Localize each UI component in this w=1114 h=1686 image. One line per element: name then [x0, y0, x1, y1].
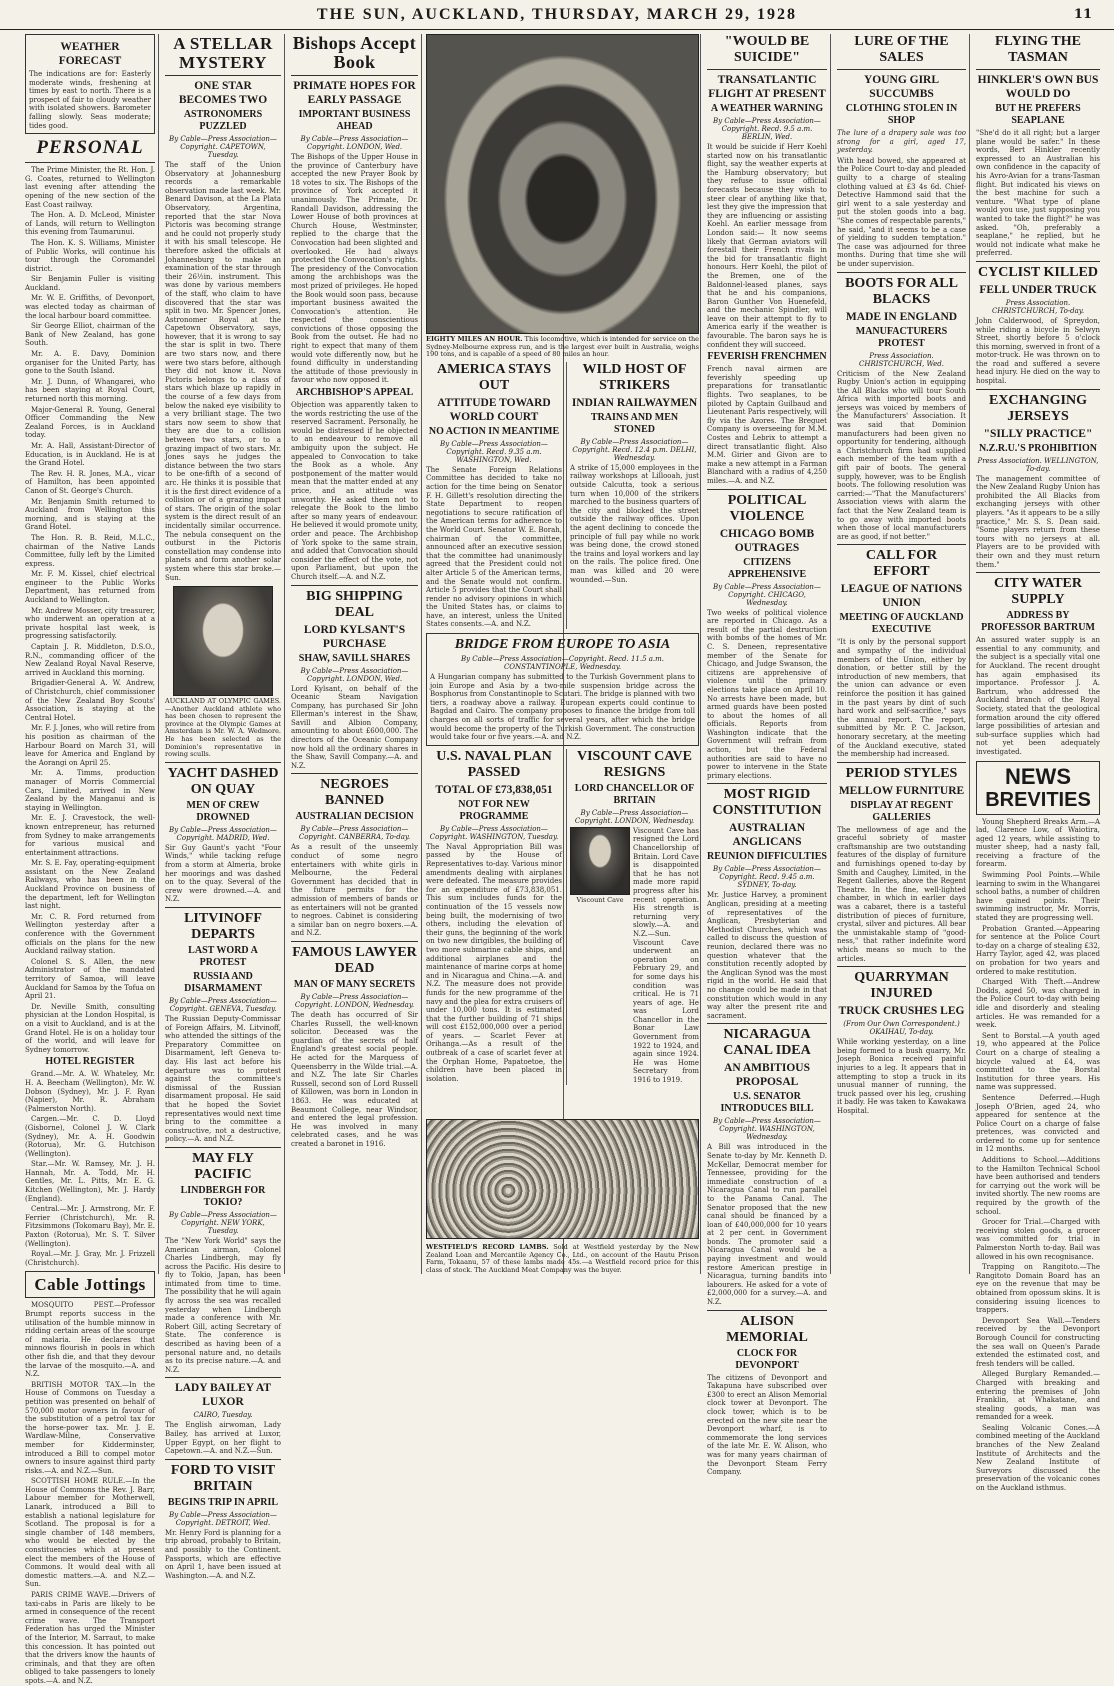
jerseys-subhead: "SILLY PRACTICE"	[983, 427, 1093, 440]
viscount-row	[570, 827, 699, 1085]
personal-item: The Hon. A. D. McLeod, Minister of Lands, will return to Wellington this evening from Taumarunui.	[25, 211, 155, 237]
lure-lead: The lure of a drapery sale was too strong for a girl, aged 17, yesterday.	[837, 129, 966, 155]
yacht-headline: YACHT DASHED ON QUAY	[167, 765, 279, 797]
boots-subhead-2: MANUFACTURERS PROTEST	[855, 325, 948, 349]
center-upper-row	[426, 362, 699, 629]
suicide-byline: By Cable—Press Association—Copyright. Recd. 9.5 a.m. BERLIN, Wed.	[713, 117, 821, 141]
hotel-item: Central.—Mr. J. Armstrong, Mr. F. Ferrier (Christchurch), Mr. R. Fitzsimmons (Tokomaru Bay), Mr. E. Paxton (Rotorua), Mr. S. T. Silver (Wellington).	[25, 1205, 155, 1248]
cable-jottings-box	[25, 1271, 155, 1298]
column-rule	[969, 34, 970, 1274]
effort-subhead: LEAGUE OF NATIONS UNION	[840, 583, 963, 610]
column-rule	[284, 34, 285, 1274]
personal-item: Mr. C. R. Ford returned from Wellington yesterday after a conference with the Government officials on the plans for the new Auckland railway station.	[25, 912, 155, 956]
brevities-list	[976, 818, 1100, 1493]
jerseys-headline: EXCHANGING JERSEYS	[988, 392, 1087, 424]
personal-item: Mr. W. E. Griffiths, of Devonport, was elected today as chairman of the local harbour board committee.	[25, 294, 155, 320]
bailey-text: The English airwoman, Lady Bailey, has arrived at Luxor, Upper Egypt, on her flight to Capetown.—A. and N.Z.—Sun.	[165, 1421, 281, 1456]
stellar-headline: A STELLAR MYSTERY	[173, 34, 273, 72]
masthead	[0, 0, 1114, 30]
brevity-item: Swimming Pool Points.—While learning to swim in the Whangarei school baths, a number of children have gained points. Their swimming instructor, Mr. Morris, stated they are progressing well.	[976, 871, 1100, 923]
hotel-item: Star.—Mr. W. Ramsey, Mr. J. H. Hannah, Mr. A. Todd, Mr. H. Gentles, Mr. L. Pitts, Mr. E. G. Kitchen (Wellington), Mr. J. Hardy (England).	[25, 1160, 155, 1203]
cable-jotting-item: PARIS CRIME WAVE.—Drivers of taxi-cabs in Paris are likely to be armed in consequence of the recent crime wave. The Transport Federation has urged the Minister of the Interior, M. Sarraut, to make this concession. It has pointed out that the drivers know the haunts of criminals, and that they are often obliged to take passengers to lonely spots.—A. and N.Z.	[25, 1591, 155, 1685]
brevity-item: Grocer for Trial.—Charged with receiving stolen goods, a grocer was committed for trial in Palmerston North to-day. Bail was allowed in his own recognisance.	[976, 1218, 1100, 1261]
rigid-subhead: AUSTRALIAN ANGLICANS	[728, 822, 806, 849]
violence-subhead: CHICAGO BOMB OUTRAGES	[719, 527, 815, 554]
violence-text: Two weeks of political violence are reported in Chicago. As a result of the partial destruction with bombs of the homes of Mr. C. S. Deneen, representative member of the Senate for Chicago, and Judge Swanson, the citizens are apprehensive of violence until the primary elections take place on April 10. No arrests have been made, but armed guards have been posted to about the homes of all officials. Reports from Washington indicate that the Government will refrain from action, but the Federal authorities are said to have no power to intervene in the State primary elections.	[707, 608, 827, 780]
shipping-byline: By Cable—Press Association—Copyright. LONDON, Wed.	[300, 666, 409, 683]
alison-text: The citizens of Devonport and Takapuna have subscribed over £300 to erect an Alison Memorial clock tower at Devonport. The clock tower, which is to be erected on the new site near the Devonport wharf, is to commemorate the long services of the late Mr. E. W. Alison, who was for many years chairman of the Devonport Steam Ferry Company.	[707, 1373, 827, 1477]
personal-item: Sir Benjamin Fuller is visiting Auckland.	[25, 275, 155, 292]
alison-subhead: CLOCK FOR DEVONPORT	[735, 1347, 799, 1371]
water-text: An assured water supply is an essential to any community, and the subject is a specially vital one for Auckland. The recent drought has again emphasised its importance. Professor J. A. Bartrum, who addressed the Auckland branch of the Royal Society, stated that the geological formation around the city offered large possibilities of artesian and sub-surface supplies which had not yet been adequately investigated.	[976, 636, 1100, 756]
jerseys-text: The management committee of the New Zealand Rugby Union has prohibited the All Blacks from exchanging jerseys with other players. "As it appears to be a silly practice," Mr. S. S. Dean said. "Some players return from these tours with no jerseys at all. Players are to be provided with their own and they must return them."	[976, 474, 1100, 569]
bridge-box	[426, 633, 699, 746]
rigid-byline: By Cable—Press Association—Copyright. Recd. 9.45 a.m. SYDNEY, To-day.	[713, 865, 821, 890]
hotel-item: Grand.—Mr. A. W. Whateley, Mr. H. A. Beecham (Wellington), Mr. W. Dobson (Sydney), Mr. J. F. Ryan (Napier), Mr. R. Abraham (Palmerston North).	[25, 1070, 155, 1113]
personal-item: Dr. Neville Smith, consulting physician at the London Hospital, is on a visit to Auckland, and is at the Grand Hotel. He is on a holiday tour of the world, and will leave for Sydney tomorrow.	[25, 1002, 155, 1054]
personal-item: The Prime Minister, the Rt. Hon. J. G. Coates, returned to Wellington last evening after attending the opening of the new section of the East Coast railway.	[25, 166, 155, 209]
quarry-byline: (From Our Own Correspondent.) OKAIHAU, To-day.	[843, 1020, 960, 1037]
hotel-list	[25, 1070, 155, 1267]
brevity-item: Trapping on Rangitoto.—The Rangitoto Domain Board has an eye on the revenue that may be obtained from opossum skins. It is considering issuing licences to trappers.	[976, 1263, 1100, 1315]
suicide-text: It would be suicide if Herr Koehl started now on his transatlantic flight, say the weather experts at the Hamburg observatory; but they refuse to issue official forecasts because they wish to steer clear of anything like that, lest they give the impression that they are influencing or assisting Koehl. An earlier message from London said:— It now seems likely that German aviators will forestall their French rivals in the bid for transatlantic flight honours. Herr Koehl, the pilot of the Bremen, one of the Baldonnel-leased planes, says that he and his companions, Baron Gunther Von Huenefeld, and the mechanic Spindler, will leave on their attempt to fly to America early if the weather is favourable. The baron says he is confident they will succeed.	[707, 143, 827, 349]
mayfly-text: The "New York World" says the American airman, Colonel Charles Lindbergh, may fly across the Pacific. His desire to fly to Tokio, Japan, has been intimated from time to time. The possibility that he will again fly across the sea was recalled yesterday when Lindbergh made a conference with Mr. Robert Gill, acting Secretary of State. The conference is described as having been of a personal nature and, no details as to its precise nature.—A. and N.Z.	[165, 1236, 281, 1374]
viscount-byline: By Cable—Press Association—Copyright. LONDON, Wednesday.	[574, 808, 695, 825]
boots-byline: Press Association. CHRISTCHURCH, Wed.	[859, 351, 944, 368]
personal-item: The Rev. H. R. Jones, M.A., vicar of Hamilton, has been appointed Canon of St. George's Church.	[25, 469, 155, 495]
cyclist-headline: CYCLIST KILLED	[978, 264, 1098, 280]
cable-jotting-item: MOSQUITO PEST.—Professor Brumpt reports success in the utilisation of the humble minnow in ridding certain areas of the scourge of malaria. He declares that minnows flourish in pools in which other fish die, and that they devour the larvae of the mosquito.—A. and N.Z.	[25, 1301, 155, 1379]
bishops-subhead-2: IMPORTANT BUSINESS AHEAD	[298, 109, 411, 132]
nicaragua-headline: NICARAGUA CANAL IDEA	[723, 1027, 811, 1059]
personal-item: The Hon. K. S. Williams, Minister of Public Works, will continue his tour through the Coromandel district.	[25, 238, 155, 273]
period-headline: PERIOD STYLES	[845, 765, 958, 781]
tasman-subhead-2: BUT HE PREFERS SEAPLANE	[995, 103, 1081, 126]
yacht-text: Sir Guy Gaunt's yacht "Four Winds," while tacking refuge from a storm at Almeria, broke her moorings and was dashed on to the quay. Several of the crew were drowned.—A. and N.Z.	[165, 843, 281, 904]
athlete-portrait-photo	[173, 586, 273, 696]
lure-subhead: YOUNG GIRL SUCCUMBS	[863, 74, 940, 100]
cable-jottings-title: Cable Jottings	[34, 1275, 146, 1295]
cable-jotting-item: SCOTTISH HOME RULE.—In the House of Commons the Rev. J. Barr, Labour member for Motherwell, Lanark, introduced a Bill to establish a national legislature for Scotland. The proposal is for a single chamber of 148 members, who would be elected by the constituencies which at present elect the members of the House of Commons. It would deal with all domestic matters.—A. and N.Z.—Sun.	[25, 1477, 155, 1589]
strikers-subhead: INDIAN RAILWAYMEN	[571, 396, 698, 409]
column-2	[162, 34, 284, 1580]
litvinoff-subhead: LAST WORD A PROTEST	[188, 945, 258, 968]
bishops-subhead: PRIMATE HOPES FOR EARLY PASSAGE	[293, 80, 416, 106]
personal-item: Mr. A. E. Davy, Dominion organiser for the United Party, has gone to the South Island.	[25, 350, 155, 376]
nicaragua-text: A Bill was introduced in the Senate to-day by Mr. Kenneth D. McKellar, Democrat member for Tennessee, providing for the immediate construction of a Nicaragua Canal to run parallel to the Panama Canal. The Senator proposed that the new canal should be financed by a loan of £40,000,000 for 10 years at 2 per cent. in Government bonds. The promoter said a Nicaragua Canal would be a paying investment and would restore American prestige in Nicaragua, turning bandits into labourers. He asked for a vote of £2,000,000 for a survey.—A. and N.Z.	[707, 1143, 827, 1307]
boots-text: Criticism of the New Zealand Rugby Union's action in equipping the All Blacks who will tour South Africa with imported boots and jerseys was voiced by members of the Manufacturers' Association. It was said that Dominion manufacturers had been given no opportunity for tendering, although a Christchurch firm had supplied each member of the team with a gift pair of boots. The general supply, however, was to be English boots. The following resolution was carried:—"That the Manufacturers' Association views with alarm the fact that the New Zealand team is to go away with imported boots when those of local manufacturers are as good, if not better."	[837, 369, 966, 541]
shipping-subhead: LORD KYLSANT'S PURCHASE	[303, 623, 406, 650]
brevities-title-1: NEWS	[1005, 763, 1071, 789]
brevities-box	[976, 761, 1100, 815]
jerseys-byline: Press Association. WELLINGTON, To-day.	[977, 456, 1099, 473]
cyclist-byline: Press Association. CHRISTCHURCH, To-day.	[991, 298, 1085, 315]
naval-byline: By Cable—Press Association—Copyright. WASHINGTON, Tuesday.	[429, 824, 559, 841]
strikers-subhead-2: TRAINS AND MEN STONED	[590, 411, 679, 435]
hotel-register-title: HOTEL REGISTER	[45, 1056, 135, 1068]
effort-headline: CALL FOR EFFORT	[865, 548, 938, 580]
personal-item: Mr. F. M. Kissel, chief electrical engineer to the Public Works Department, has returned from Auckland to Wellington.	[25, 570, 155, 605]
nicaragua-byline: By Cable—Press Association—Copyright. WASHINGTON, Wednesday.	[713, 1117, 821, 1142]
lure-headline: LURE OF THE SALES	[854, 34, 949, 65]
suicide-subhead: TRANSATLANTIC FLIGHT AT PRESENT	[708, 74, 826, 100]
lawyer-byline: By Cable—Press Association—Copyright. LONDON, Wednesday.	[294, 992, 415, 1009]
tasman-subhead: HINKLER'S OWN BUS WOULD DO	[977, 74, 1099, 100]
water-headline: CITY WATER SUPPLY	[993, 576, 1083, 608]
effort-text: "It is only by the personal support and sympathy of the individual members of the Union, either by donation, or better still by the introduction of new members, that the union can advance or even reinforce the position it has gained in the past years by dint of such hard work and self-sacrifice," says the annual report. The report, submitted by Mr. P. C. Jackson, honorary secretary, at the meeting of the Auckland executive, stated the membership had increased.	[837, 638, 966, 759]
column-rule	[830, 34, 831, 1274]
litvinoff-headline: LITVINOFF DEPARTS	[184, 911, 262, 942]
personal-item: Mr. A. Hall, Assistant-Director of Education, is in Auckland. He is at the Grand Hotel.	[25, 441, 155, 468]
column-7	[973, 34, 1103, 1493]
stellar-subhead: ONE STAR BECOMES TWO	[178, 80, 268, 106]
weather-box	[25, 34, 155, 134]
bishops-headline: Bishops Accept Book	[292, 33, 417, 72]
nicaragua-subhead-2: U.S. SENATOR INTRODUCES BILL	[720, 1091, 814, 1115]
violence-subhead-2: CITIZENS APPREHENSIVE	[727, 556, 807, 580]
personal-item: Mr. Andrew Mosser, city treasurer, who underwent an operation at a private hospital last week, is progressing satisfactorily.	[25, 606, 155, 641]
viscount-text: Viscount Cave has resigned the Lord Chancellorship of Britain. Lord Cave is disappointed that he has not made more rapid progress after his recent operation. His strength is returning very slowly.—A. and N.Z.—Sun. Viscount Cave underwent an operation on February 29, and for some days his condition was critical. He is 71 years of age. He was Lord Chancellor in the Bonar Law Government from 1922 to 1924, and again since 1924. He was Home Secretary from 1916 to 1919.	[633, 826, 699, 1085]
bailey-byline: CAIRO, Tuesday.	[193, 1411, 253, 1420]
negroes-headline: NEGROES BANNED	[320, 777, 389, 809]
hotel-item: Royal.—Mr. J. Gray, Mr. J. Frizzell (Christchurch).	[25, 1250, 155, 1267]
shipping-text: Lord Kylsant, on behalf of the Oceanic Steam Navigation Company, has purchased Sir John Ellerman's interest in the Shaw, Savill and Albion Company, amounting to about £600,000. The directors of the Oceanic Company now hold all the ordinary shares in the Shaw, Savill Company.—A. and N.Z.	[291, 684, 418, 770]
negroes-byline: By Cable—Press Association—Copyright. CANBERRA, To-day.	[298, 825, 411, 842]
brevity-item: Sealing Volcanic Cones.—A combined meeting of the Auckland branches of the New Zealand Institute of Architects and the New Zealand Institute of Surveyors discussed the preservation of the volcanic cones on the Auckland isthmus.	[976, 1423, 1100, 1493]
personal-item: Major-General R. Young, General Officer Commanding the New Zealand Forces, is in Auckland today.	[25, 405, 155, 440]
litvinoff-subhead-2: RUSSIA AND DISARMAMENT	[184, 971, 262, 994]
viscount-story	[566, 749, 699, 1085]
column-rule	[421, 34, 422, 1274]
yacht-subhead: MEN OF CREW DROWNED	[186, 799, 260, 823]
ford-subhead: BEGINS TRIP IN APRIL	[167, 1496, 279, 1508]
shipping-headline: BIG SHIPPING DEAL	[306, 588, 403, 620]
bishops-text: The Bishops of the Upper House in the province of Canterbury have accepted the new Prayer Book by 18 votes to six. The Bishops of the province of York accepted it unanimously. The Primate, Dr. Randall Davidson, addressing the Lower House of both provinces at Church House, Westminster, replied to the charge that the Convocation had been slighted and overlooked. He had always protected the Convocation's rights. The presidency of the Convocation among the archbishops was the most prized of privileges. He hoped the Book would soon pass, because important business awaited the Convocation's attention. He respected the conscientious convictions of those opposing the Book from the outset. He had no right to expect that many of them would vote differently now, but he found difficulty in understanding the attitude of those previously in favour who now opposed it.	[291, 153, 418, 385]
america-subhead: ATTITUDE TOWARD WORLD COURT	[437, 396, 551, 423]
personal-list	[25, 166, 155, 1054]
negroes-text: As a result of the unseemly conduct of some negro entertainers with white girls in Melbourne, the Federal Government has decided that in the future permits for the admission of members of bands or as entertainers will not be granted to negroes. Cabinet is considering a similar ban on negro boxers.—A. and N.Z.	[291, 843, 418, 938]
lawyer-subhead: MAN OF MANY SECRETS	[293, 978, 416, 990]
viscount-subhead: LORD CHANCELLOR OF BRITAIN	[574, 782, 695, 806]
america-text: The Senate Foreign Relations Committee has decided to take no action for the time being on Senator F. H. Gillett's resolution directing the State Department to reopen negotiations to secure ratification of the American terms for adherence to the World Court. Senator W. E. Borah, chairman of the committee, announced after an executive session that the committee had unanimously agreed that the President could not alter Article 5 of the American terms, and the Senate would not confirm. Article 5 provides that the Court shall render no advisory opinions in which the United States has, or claims to have, an interest, unless the United States consents.—A. and N.Z.	[426, 465, 562, 629]
suicide-headline: "WOULD BE SUICIDE"	[724, 34, 810, 65]
brevities-title-2: BREVITIES	[985, 788, 1091, 811]
weather-text: The indications are for: Easterly moderate winds, freshening at times by east to north. There is a prospect of fair to cloudy weather with isolated showers. Barometer falling slowly. Seas moderate; tides good.	[29, 70, 151, 130]
period-subhead-2: DISPLAY AT REGENT GALLERIES	[850, 799, 953, 823]
rigid-subhead-2: REUNION DIFFICULTIES	[707, 851, 827, 863]
ford-headline: FORD TO VISIT BRITAIN	[170, 1462, 276, 1494]
lambs-photo-caption: WESTFIELD'S RECORD LAMBS. Sold at Westfield yesterday by the New Zealand Loan and Mercantile Agency Co., Ltd., on account of the Hautu Prison Farm, Tokaanu, 57 of these lambs made 45s.—a Westfield record price for this class of stock. The Auckland Meat Company was the buyer.	[426, 1243, 699, 1274]
bailey-headline: LADY BAILEY AT LUXOR	[174, 1382, 272, 1409]
america-story	[426, 362, 562, 629]
negroes-subhead: AUSTRALIAN DECISION	[295, 811, 414, 823]
hotel-item: Cargen.—Mr. C. D. Lloyd (Gisborne), Colonel J. W. Clark (Sydney), Mr. A. H. Goodwin (Rotorua), Mr. G. Hutchison (Wellington).	[25, 1115, 155, 1158]
nicaragua-subhead: AN AMBITIOUS PROPOSAL	[724, 1062, 810, 1089]
mayfly-byline: By Cable—Press Association—Copyright. NEW YORK, Tuesday.	[169, 1210, 277, 1235]
newspaper-title: THE SUN, AUCKLAND, THURSDAY, MARCH 29, 1928	[316, 5, 798, 23]
lambs-photo	[426, 1119, 699, 1239]
cyclist-subhead: FELL UNDER TRUCK	[979, 283, 1097, 296]
tasman-headline: FLYING THE TASMAN	[995, 34, 1081, 65]
viscount-portrait	[570, 827, 630, 895]
personal-item: Mr. S. E. Fay, operating-equipment assistant on the New Zealand Railways, who has been in the Auckland Province on business of the department, left for Wellington last night.	[25, 859, 155, 911]
america-byline: By Cable—Press Association—Copyright. Recd. 9.35 a.m. WASHINGTON, Wed.	[440, 439, 548, 464]
column-6	[834, 34, 969, 1274]
rigid-headline: MOST RIGID CONSTITUTION	[712, 787, 822, 819]
personal-item: Mr. Benjamin Smith returned to Auckland from Wellington this morning, and is staying at the Grand Hotel.	[25, 497, 155, 532]
cable-jotting-item: BRITISH MOTOR TAX.—In the House of Commons on Tuesday a petition was presented on behalf of 570,000 motor owners in favour of the substitution of a petrol tax for the horse-power tax. Mr. J. E. Wardlaw-Milne, Conservative member for Kidderminster, introduced a Bill to compel motor owners to insure against third party risks.—A. and N.Z.—Sun.	[25, 1380, 155, 1475]
naval-story	[426, 749, 562, 1085]
bishops-text-2: Objection was apparently taken to the words restricting the use of the reserved Sacrament. Personally, he would be distressed if he objected to an endeavour to remove all ambiguity upon the subject. He appealed to Convocation to take the Book as a whole. Any postponement of the matter would mean that the matter ended at any price, and an attitude was unworthy. He asked them not to relegate the Book to the limbo after so many years of endeavour. He believed it would promote unity, order and peace. The Archbishop of York spoke to the same strain, and added that Convocation should consider the effect of the vote, not upon Parliament, but upon the Church itself.—A. and N.Z.	[291, 401, 418, 581]
personal-item: Mr. F. J. Jones, who will retire from his position as chairman of the Harbour Board on March 31, will leave for America and England by the Aorangi on April 25.	[25, 724, 155, 767]
stellar-text: The staff of the Union Observatory at Johannesburg records a remarkable observation made last week. Mr. Benard Davison, at the La Plata Observatory, Argentina, reported that the star Nova Pictoris was becoming strange and he could not properly study it with his small telescope. He therefore asked the officials at Johannesburg to make an examination of the star through their 26½in. instrument. This was done by various members of the staff, who claim to have discovered that the star was split in two. Mr. Spencer Jones, Astronomer Royal at the Capetown Observatory, says, however, that it is wrong to say the star is split in two. There are two stars now, and there were two stars before, although they did not know it. Nova Pictoris belongs to a class of stars which blaze up rapidly in the course of a few days from below the naked eye visibility to a very brilliant stage. The two stars now seem to show that they are due to a collision between two stars, or to a grazing impact of two stars. Mr. Jones says he judges the distance between the two stars to be one-fifth of a second of arc. He thinks it is possible that it is the first direct evidence of a collision or of a grazing impact of stars. The origin of the solar system is the direct result of an incidentally similar occurrence. The nebula consequent on the outburst in the Pictoris constellation may condense into planets and form another solar system where this star broke.—Sun.	[165, 161, 281, 582]
brevity-item: Probation Granted.—Appearing for sentence at the Police Court to-day on a charge of stealing £32, Harry Taylor, aged 42, was placed on probation for two years and ordered to make restitution.	[976, 924, 1100, 976]
bishops-byline: By Cable—Press Association—Copyright. LONDON, Wed.	[300, 135, 409, 151]
lawyer-headline: FAMOUS LAWYER DEAD	[292, 944, 417, 976]
quarry-subhead: TRUCK CRUSHES LEG	[838, 1005, 965, 1018]
personal-item: Mr. J. Dunn, of Whangarei, who has been staying at Royal Court, returned north this morning.	[25, 377, 155, 403]
boots-subhead: MADE IN ENGLAND	[845, 310, 958, 323]
brevity-item: Additions to School.—Additions to the Hamilton Technical School have been authorised and tenders for carrying out the work will be invited shortly. The new rooms are required by the growth of the school.	[976, 1156, 1100, 1216]
period-text: The mellowness of age and the graceful sobriety of master craftsmanship are two outstanding features of the display of furniture and furnishings opened to-day by Smith and Caughey, Limited, in the Regent Galleries, above the Regent Theatre. In the fine, well-lighted chamber, in which in earlier days was a cabaret, there is a tasteful distribution of pieces of furniture, crystal, silver and pictures. All bear the unmistakable stamp of "good-ness," that rather indefinite word which means so much to the articles.	[837, 825, 966, 963]
bridge-text: A Hungarian company has submitted to the Turkish Government plans to join Europe and Asia by a two-mile suspension bridge across the Bosphorus from Constantinople to Scutari. The bridge is planned with two tiers, a roadway above a railway. European experts could continue to Bagdad and Cairo. The company proposes to finance the bridge from toll charges on all sorts of traffic for several years, after which the bridge would become the property of the Turkish Government. The construction would take four or five years.—A. and N.Z.	[430, 673, 695, 742]
brevity-item: Sent to Borstal.—A youth aged 19, who appeared at the Police Court on a charge of stealing a bicycle valued at £4, was committed to the Borstal Institution for three years. His name was suppressed.	[976, 1031, 1100, 1092]
viscount-headline: VISCOUNT CAVE RESIGNS	[576, 748, 692, 780]
quarry-text: While working yesterday, on a line being formed to a bush quarry, Mr. Joseph Bonica received painful injuries to a leg. It appears that in attempting to stop a truck in its unusual manner of running, the truck passed over his leg, crushing it badly. He was taken to Kawakawa Hospital.	[837, 1038, 966, 1115]
viscount-portrait-wrap	[570, 827, 630, 1085]
period-subhead: MELLOW FURNITURE	[838, 784, 965, 797]
litvinoff-text: The Russian Deputy-Commissar of Foreign Affairs, M. Litvinoff, who attended the sittings of the Preparatory Committee on Disarmament, left Geneva to-day. His last act before his departure was to protest against the committee's dismissal of the Russian disarmament proposal. He said that he hoped the Soviet representatives would next time bring to the committee a constructive, not a destructive, policy.—A. and N.Z.	[165, 1015, 281, 1144]
effort-subhead-2: MEETING OF AUCKLAND EXECUTIVE	[839, 612, 964, 636]
athlete-photo-caption: AUCKLAND AT OLYMPIC GAMES.—Another Auckland athlete who has been chosen to represent the province at the Olympic Games at Amsterdam is Mr. W. A. Wedmore. He has been selected as the Dominion's representative in rowing sculls.	[165, 697, 281, 759]
personal-item: Brigadier-General A. W. Andrew, of Christchurch, chief commissioner of the New Zealand Boy Scouts' Association, is staying at the Central Hotel.	[25, 679, 155, 722]
litvinoff-byline: By Cable—Press Association—Copyright. GENEVA, Tuesday.	[169, 997, 277, 1013]
column-3	[288, 34, 421, 1274]
naval-subhead-2: NOT FOR NEW PROGRAMME	[458, 798, 530, 822]
brevity-item: Sentence Deferred.—Hugh Joseph O'Brien, aged 24, who appeared for sentence at the Police Court on a charge of false pretences, was convicted and ordered to come up for sentence in 12 months.	[976, 1093, 1100, 1154]
bridge-byline: By Cable—Press Association—Copyright. Recd. 11.5 a.m. CONSTANTINOPLE, Wednesday.	[460, 655, 665, 672]
weather-title: WEATHER FORECAST	[58, 41, 122, 67]
america-subhead-2: NO ACTION IN MEANTIME	[428, 425, 560, 437]
personal-item: Mr. A. Timms, production manager of Morris Commercial Cars, Limited, arrived in New Zealand by the Manganui and is staying in Wellington.	[25, 769, 155, 812]
suicide-section-head: FEVERISH FRENCHMEN	[707, 351, 827, 363]
brevity-item: Young Shepherd Breaks Arm.—A lad, Clarence Low, of Waiotira, aged 12 years, while assisting to muster sheep, had a nasty fall, receiving a fracture of the forearm.	[976, 817, 1100, 869]
naval-headline: U.S. NAVAL PLAN PASSED	[436, 748, 552, 780]
mayfly-subhead: LINDBERGH FOR TOKIO?	[180, 1184, 266, 1208]
page-number: 11	[1073, 7, 1092, 22]
viscount-portrait-label: Viscount Cave	[576, 895, 624, 904]
alison-headline: ALISON MEMORIAL	[726, 1313, 808, 1345]
naval-text: The Naval Appropriation Bill was passed by the House of Representatives to-day. Various minor amendments dealing with airplanes were defeated. The measure provides for an expenditure of £73,838,051. This sum includes funds for the continuation of the 15 vessels now being built, the modernising of two others, including the elevation of their guns, the beginning of the work on two new dirigibles, the building of two more submarine cable ships, and additional airplanes and the maintenance of marine corps at home and in Nicaragua and China.—A. and N.Z. The measure does not provide funds for the new programme of the navy and the plea for extra cruisers of under 10,000 tons. It is estimated that the further building of 71 ships will cost £152,000,000 over a period of years. — Scarlet Fever at Orihanga.—As a result of the outbreak of a case of scarlet fever at the Orphan Home, Papatoetoe, the children have been placed in isolation.	[426, 842, 562, 1083]
naval-subhead: TOTAL OF £73,838,051	[435, 783, 553, 796]
cyclist-text: John Calderwood, of Spreydon, while riding a bicycle in Selwyn Street, shortly before 5 o'clock this morning, swerved in front of a motor-truck. He was thrown on to the road and suffered a severe head injury. He died on the way to hospital.	[976, 316, 1100, 386]
violence-headline: POLITICAL VIOLENCE	[727, 492, 807, 524]
brevity-item: Charged With Theft.—Andrew Dodds, aged 50, was charged in the Police Court to-day with being idle and disorderly and stealing articles. He was remanded for a week.	[976, 978, 1100, 1030]
ford-text: Mr. Henry Ford is planning for a trip abroad, probably to Britain, and possibly to the Continent. Passports, which are effective on April 1, have been issued at Washington.—A. and N.Z.	[165, 1528, 281, 1580]
jerseys-subhead-2: N.Z.R.U.'S PROHIBITION	[978, 442, 1098, 454]
mayfly-headline: MAY FLY PACIFIC	[192, 1150, 254, 1182]
personal-title: PERSONAL	[36, 137, 144, 159]
suicide-subhead-2: A WEATHER WARNING	[710, 103, 824, 114]
strikers-byline: By Cable—Press Association—Copyright. Recd. 12.4 p.m. DELHI, Wednesday.	[572, 437, 697, 462]
ford-byline: By Cable—Press Association—Copyright. DETROIT, Wed.	[169, 1510, 277, 1527]
lawyer-text: The death has occurred of Sir Charles Russell, the well-known solicitor. Deceased was the guardian of the secrets of half England's greatest social people. He acted for the Marquess of Queensberry in the Wilde trial.—A. and N.Z. The late Sir Charles Russell, second son of Lord Russell of Killowen, was born in London in 1863. He was educated at Beaumont College, near Windsor, and entered the legal profession. He was involved in many celebrated cases, and he was created a baronet in 1916.	[291, 1010, 418, 1148]
center-block	[424, 34, 701, 1274]
suicide-text-2: French naval airmen are feverishly speeding up preparations for transatlantic flights. Two seaplanes, to be piloted by Captain Guilbaud and Lieutenant Paris respectively, will fly via the Azores. The Breguet Company is overseeing for M.M. Costes and Lebrix to attempt a direct transatlantic flight. Also M.M. Girier and Givon are to make a new attempt in a Farman Blanchard with a radius of 4,250 miles.—A. and N.Z.	[707, 365, 827, 485]
personal-item: Sir George Elliot, chairman of the Bank of New Zealand, has gone South.	[25, 322, 155, 348]
violence-byline: By Cable—Press Association—Copyright. CHICAGO, Wednesday.	[713, 582, 821, 607]
personal-item: The Hon. R. B. Reid, M.L.C., chairman of the Native Lands Committee, fully left by the Limited express.	[25, 533, 155, 568]
strikers-story	[566, 362, 699, 629]
stellar-byline: By Cable—Press Association—Copyright. CAPETOWN, Tuesday.	[169, 135, 277, 159]
center-lower-row	[426, 749, 699, 1085]
water-subhead: ADDRESS BY PROFESSOR BARTRUM	[981, 610, 1095, 634]
boots-headline: BOOTS FOR ALL BLACKS	[845, 275, 958, 307]
brevity-item: Alleged Burglary Remanded.—Charged with breaking and entering the premises of John Franklin, at Whakatane, and stealing goods, a man was remanded for a week.	[976, 1370, 1100, 1422]
strikers-headline: WILD HOST OF STRIKERS	[582, 361, 687, 393]
personal-item: Colonel S. S. Allen, the new Administrator of the mandated territory of Samoa, will leave Auckland for Samoa by the Tofua on April 21.	[25, 957, 155, 1001]
quarry-headline: QUARRYMAN INJURED	[854, 970, 949, 1002]
lure-subhead-2: CLOTHING STOLEN IN SHOP	[845, 103, 958, 126]
personal-item: Captain J. R. Middleton, D.S.O., R.N., commanding officer of the New Zealand Royal Naval Reserve, arrived in Auckland this morning.	[25, 643, 155, 677]
personal-item: Mr. E. J. Cravestock, the well-known entrepreneur, has returned from Sydney to make arrangements for various musical and entertainment attractions.	[25, 814, 155, 857]
locomotive-photo-caption: EIGHTY MILES AN HOUR. This locomotive, which is intended for service on the Sydney-Melbourne express run, and is the largest ever built in Australia, weighs 190 tons, and is capable of a speed of 80 miles an hour.	[426, 335, 699, 359]
strikers-text: A strike of 15,000 employees in the railway workshops at Lillooah, just outside Calcutta, took a serious turn when 10,000 of the strikers marched to the business quarters of the city and blocked the street outside the railway offices. Upon the agent declining to concede the principle of full pay while no work was being done, the crowd stoned the trains and loyal workers and lay on the rails. The police fired. One man was killed and 20 were wounded.—Sun.	[570, 463, 699, 584]
locomotive-photo	[426, 34, 699, 334]
yacht-byline: By Cable—Press Association—Copyright. MADRID, Wed.	[169, 825, 277, 842]
bridge-headline: BRIDGE FROM EUROPE TO ASIA	[454, 637, 671, 653]
brevity-item: Devonport Sea Wall.—Tenders received by the Devonport Borough Council for constructing the sea wall on Queen's Parade extended the estimated cost, and fresh tenders will be called.	[976, 1316, 1100, 1368]
lure-text: With head bowed, she appeared at the Police Court to-day and pleaded guilty to a charge of stealing clothing valued at £3 4s 6d. Chief-Detective Hammond said that the girl went to a sale yesterday and put the stolen goods into a bag. "She comes of respectable parents," he said, "and it seems to be a case of yielding to sudden temptation." The case was adjourned for three months. During that time she will be under supervision.	[837, 156, 966, 268]
shipping-subhead-2: SHAW, SAVILL SHARES	[298, 652, 411, 664]
cable-list	[25, 1301, 155, 1685]
column-rule	[158, 34, 159, 1274]
america-headline: AMERICA STAYS OUT	[437, 361, 551, 393]
stellar-subhead-2: ASTRONOMERS PUZZLED	[183, 109, 263, 132]
rigid-text: Mr. Justice Harvey, a prominent Anglican, presiding at a meeting of representatives of the Anglican, Presbyterian and Methodist Churches, which was called to discuss the question of reunion, declared there was no question whatever that the constitution recently adopted by the Anglican Synod was the most rigid in the world. He said that no change could be made in that constitution which would in any way alter the present rite and sacrament.	[707, 891, 827, 1020]
tasman-text: "She'd do it all right; but a larger plane would be safer." In these words, Bert Hinkler recently expressed to an Australian his own confidence in the capacity of his Avro-Avian for a trans-Tasman flight. But indicated his views on the best machine for such a venture. "What type of plane would you use, just supposing you wanted to take the flight?" he was asked. "Oh, preferably a seaplane," he replied, but he would not indicate what make he preferred.	[976, 129, 1100, 258]
column-5	[704, 34, 830, 1477]
bishops-section-head: ARCHBISHOP'S APPEAL	[295, 387, 414, 399]
column-1	[22, 34, 158, 1685]
